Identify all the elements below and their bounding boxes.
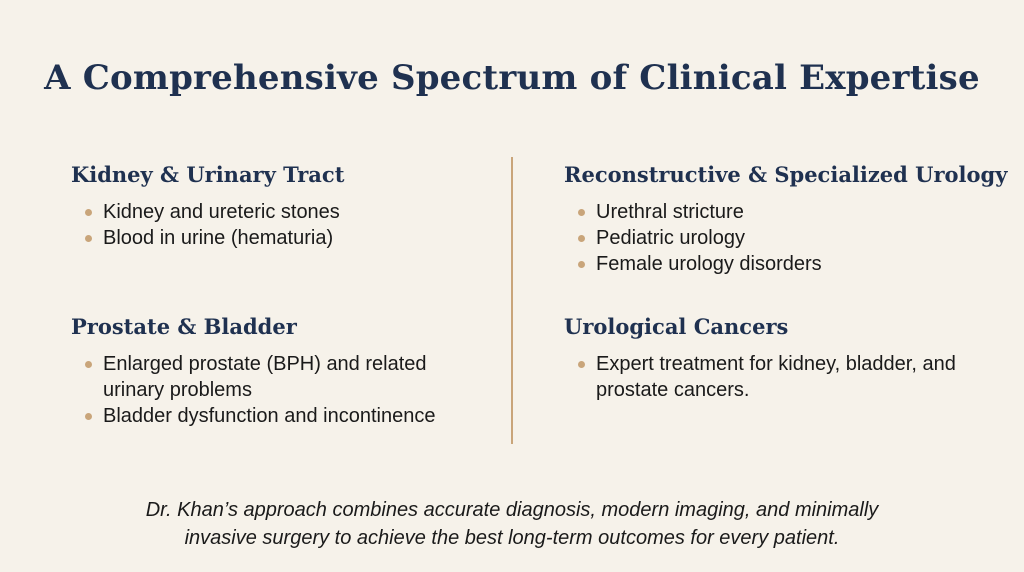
- bullet-list: [71, 199, 491, 251]
- section-reconstructive-urology: [564, 162, 1014, 277]
- list-item-text: Female urology disorders: [596, 253, 822, 275]
- section-kidney-urinary-tract: [71, 162, 491, 251]
- list-item: [71, 351, 491, 403]
- list-item: [564, 199, 1014, 225]
- bullet-icon: [578, 235, 585, 242]
- section-prostate-bladder: [71, 314, 491, 429]
- bullet-icon: [578, 361, 585, 368]
- list-item-text: Enlarged prostate (BPH) and related urinary problems: [103, 353, 427, 401]
- bullet-list: [71, 351, 491, 429]
- bullet-icon: [85, 361, 92, 368]
- bullet-icon: [578, 209, 585, 216]
- list-item: [564, 251, 1014, 277]
- bullet-icon: [85, 413, 92, 420]
- footer-statement: [0, 496, 1024, 552]
- section-heading: Urological Cancers: [564, 314, 789, 339]
- list-item: [71, 199, 491, 225]
- bullet-list: [564, 199, 1014, 277]
- list-item: [71, 225, 491, 251]
- list-item: [564, 225, 1014, 251]
- list-item-text: Blood in urine (hematuria): [103, 227, 334, 249]
- page-title: A Comprehensive Spectrum of Clinical Expertise: [44, 58, 980, 98]
- list-item-text: Pediatric urology: [596, 227, 745, 249]
- bullet-icon: [85, 209, 92, 216]
- bullet-icon: [85, 235, 92, 242]
- column-divider: [511, 157, 513, 444]
- list-item-text: Expert treatment for kidney, bladder, and prostate cancers.: [596, 353, 956, 401]
- list-item-text: Urethral stricture: [596, 201, 744, 223]
- section-heading: Prostate & Bladder: [71, 314, 297, 339]
- list-item-text: Kidney and ureteric stones: [103, 201, 340, 223]
- footer-line: invasive surgery to achieve the best long-term outcomes for every patient.: [184, 527, 840, 549]
- section-urological-cancers: [564, 314, 984, 403]
- list-item: [564, 351, 984, 403]
- bullet-icon: [578, 261, 585, 268]
- list-item: [71, 403, 491, 429]
- bullet-list: [564, 351, 984, 403]
- section-heading: Reconstructive & Specialized Urology: [564, 162, 1008, 187]
- section-heading: Kidney & Urinary Tract: [71, 162, 345, 187]
- footer-line: Dr. Khan’s approach combines accurate diagnosis, modern imaging, and minimally: [145, 499, 879, 521]
- list-item-text: Bladder dysfunction and incontinence: [103, 405, 436, 427]
